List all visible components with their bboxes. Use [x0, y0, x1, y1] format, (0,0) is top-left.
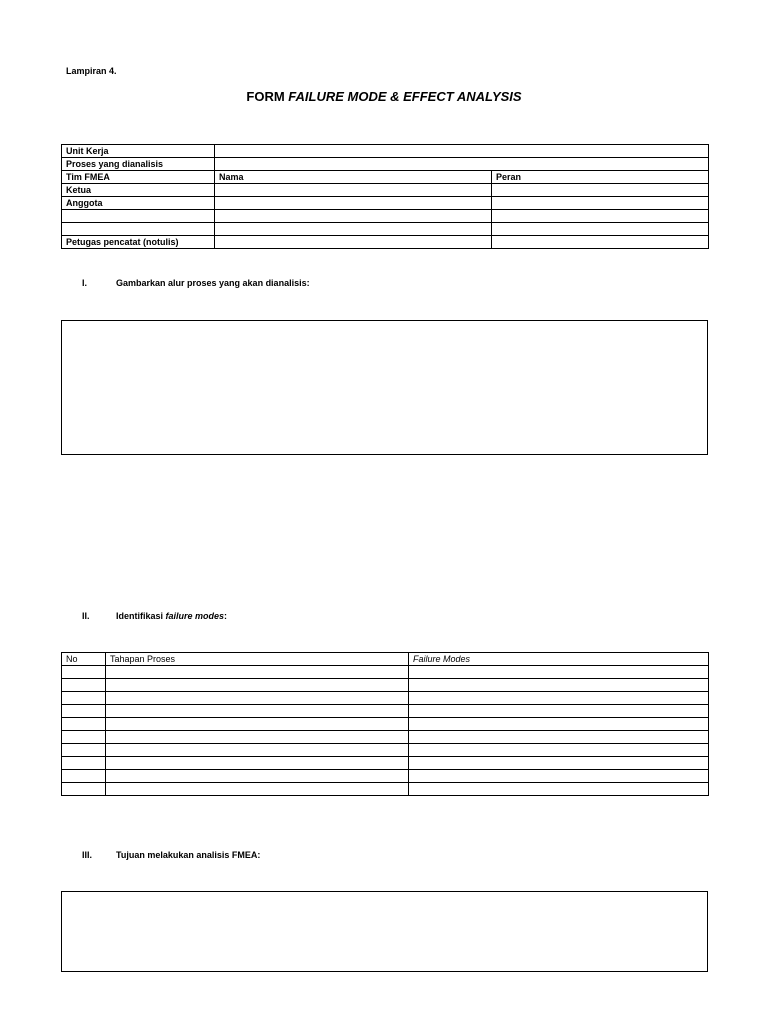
tahapan-cell[interactable]	[106, 770, 409, 783]
ketua-nama-field[interactable]	[215, 184, 492, 197]
empty-label-cell	[62, 223, 215, 236]
failure-mode-cell[interactable]	[409, 705, 709, 718]
section-2-label	[116, 611, 227, 621]
no-cell[interactable]	[62, 705, 106, 718]
anggota-nama-field[interactable]	[215, 223, 492, 236]
section-2-label-suffix: :	[224, 611, 228, 621]
table-row	[62, 666, 709, 679]
no-cell[interactable]	[62, 679, 106, 692]
tahapan-cell[interactable]	[106, 744, 409, 757]
failure-mode-cell[interactable]	[409, 770, 709, 783]
tahapan-cell[interactable]	[106, 757, 409, 770]
failure-mode-cell[interactable]	[409, 731, 709, 744]
petugas-label: Petugas pencatat (notulis)	[62, 236, 215, 249]
table-row	[62, 783, 709, 796]
failure-mode-cell[interactable]	[409, 783, 709, 796]
ketua-label: Ketua	[62, 184, 215, 197]
failure-mode-cell[interactable]	[409, 757, 709, 770]
no-cell[interactable]	[62, 692, 106, 705]
no-cell[interactable]	[62, 718, 106, 731]
section-1-number: I.	[82, 278, 88, 288]
failure-mode-cell[interactable]	[409, 679, 709, 692]
no-cell[interactable]	[62, 744, 106, 757]
no-cell[interactable]	[62, 666, 106, 679]
tahapan-cell[interactable]	[106, 679, 409, 692]
anggota-peran-field[interactable]	[492, 210, 709, 223]
section-2-label-italic: failure modes	[165, 611, 225, 621]
table-row	[62, 744, 709, 757]
tahapan-column-header: Tahapan Proses	[106, 653, 409, 666]
attachment-label: Lampiran 4.	[66, 66, 117, 76]
tahapan-cell[interactable]	[106, 783, 409, 796]
ketua-peran-field[interactable]	[492, 184, 709, 197]
team-info-table	[61, 144, 709, 249]
failure-mode-cell[interactable]	[409, 666, 709, 679]
no-column-header: No	[62, 653, 106, 666]
table-header-row	[62, 653, 709, 666]
table-row	[62, 236, 709, 249]
peran-column-header: Peran	[492, 171, 709, 184]
no-cell[interactable]	[62, 757, 106, 770]
form-title-prefix: FORM	[246, 89, 289, 104]
no-cell[interactable]	[62, 770, 106, 783]
table-row	[62, 197, 709, 210]
section-3-label: Tujuan melakukan analisis FMEA:	[116, 850, 261, 860]
table-row	[62, 210, 709, 223]
failure-mode-cell[interactable]	[409, 718, 709, 731]
table-row	[62, 158, 709, 171]
section-1-label: Gambarkan alur proses yang akan dianalisis:	[116, 278, 310, 288]
tahapan-cell[interactable]	[106, 666, 409, 679]
proses-label: Proses yang dianalisis	[62, 158, 215, 171]
empty-label-cell	[62, 210, 215, 223]
no-cell[interactable]	[62, 783, 106, 796]
failure-modes-table	[61, 652, 709, 796]
anggota-nama-field[interactable]	[215, 210, 492, 223]
failure-mode-cell[interactable]	[409, 744, 709, 757]
table-row	[62, 171, 709, 184]
table-row	[62, 223, 709, 236]
table-row	[62, 731, 709, 744]
anggota-nama-field[interactable]	[215, 197, 492, 210]
form-title	[0, 89, 768, 104]
unit-kerja-label: Unit Kerja	[62, 145, 215, 158]
tahapan-cell[interactable]	[106, 692, 409, 705]
anggota-peran-field[interactable]	[492, 197, 709, 210]
table-row	[62, 770, 709, 783]
proses-field[interactable]	[215, 158, 709, 171]
failure-mode-cell[interactable]	[409, 692, 709, 705]
anggota-label: Anggota	[62, 197, 215, 210]
table-row	[62, 718, 709, 731]
petugas-nama-field[interactable]	[215, 236, 492, 249]
tahapan-cell[interactable]	[106, 731, 409, 744]
fmea-goal-box[interactable]	[61, 891, 708, 972]
unit-kerja-field[interactable]	[215, 145, 709, 158]
section-3-number: III.	[82, 850, 93, 860]
failure-modes-column-header: Failure Modes	[409, 653, 709, 666]
table-row	[62, 692, 709, 705]
section-2-number: II.	[82, 611, 90, 621]
table-row	[62, 679, 709, 692]
tahapan-cell[interactable]	[106, 705, 409, 718]
table-row	[62, 705, 709, 718]
anggota-peran-field[interactable]	[492, 223, 709, 236]
process-flow-box[interactable]	[61, 320, 708, 455]
tahapan-cell[interactable]	[106, 718, 409, 731]
petugas-peran-field[interactable]	[492, 236, 709, 249]
table-row	[62, 145, 709, 158]
tim-fmea-label: Tim FMEA	[62, 171, 215, 184]
section-2-label-prefix: Identifikasi	[116, 611, 166, 621]
table-row	[62, 757, 709, 770]
no-cell[interactable]	[62, 731, 106, 744]
table-row	[62, 184, 709, 197]
nama-column-header: Nama	[215, 171, 492, 184]
form-title-italic: FAILURE MODE & EFFECT ANALYSIS	[288, 89, 522, 104]
